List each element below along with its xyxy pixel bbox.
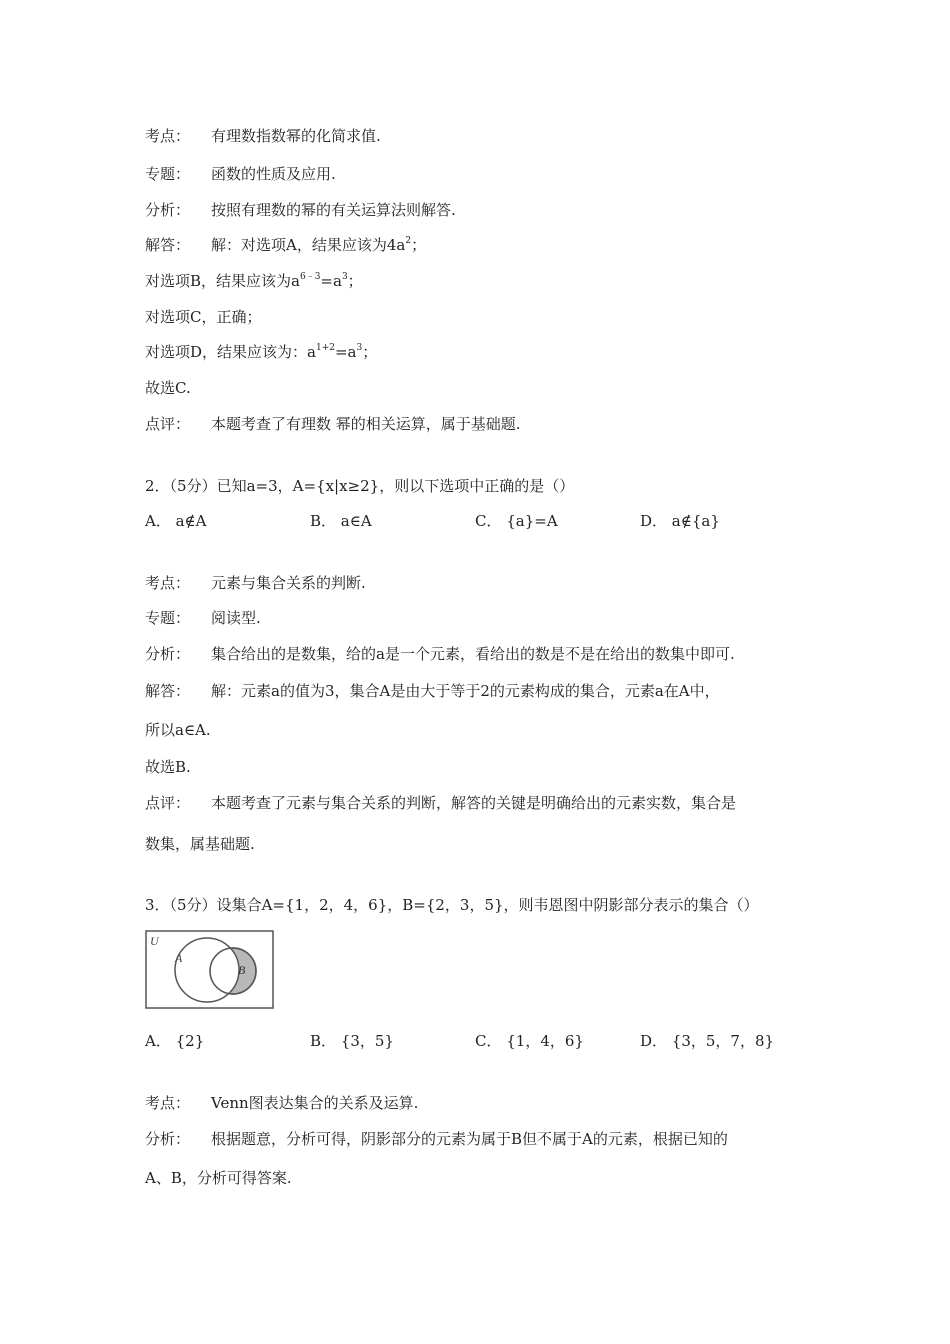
jieda-text: 解：对选项A，结果应该为4a — [211, 236, 406, 254]
q2-option-c: C． {a}=A — [475, 512, 558, 530]
q2-option-a: A． a∉A — [145, 512, 207, 530]
q1-zhuanti — [145, 164, 336, 184]
q2-jieda-line2: 所以a∈A. — [145, 721, 211, 739]
q1-fenxi — [145, 200, 456, 220]
punct: ； — [362, 343, 378, 361]
exponent: 3 — [341, 272, 348, 282]
q2-kaodian — [145, 573, 366, 593]
jieda-label: 解答： — [145, 682, 191, 700]
dianping-text: 本题考查了有理数 幂的相关运算，属于基础题. — [211, 415, 521, 433]
q2-dianping — [145, 793, 736, 813]
q2-zhuanti — [145, 608, 261, 628]
q2-dianping-line2: 数集，属基础题. — [145, 835, 255, 853]
q2-guxuan: 故选B. — [145, 758, 191, 776]
q1-dianping — [145, 414, 521, 434]
q1-line-b — [145, 271, 363, 291]
q3-fenxi — [145, 1129, 728, 1149]
exponent: 6﹣3 — [299, 272, 321, 282]
kaodian-text: 元素与集合关系的判断. — [211, 574, 366, 592]
fenxi-text: 根据题意，分析可得，阴影部分的元素为属于B但不属于A的元素，根据已知的 — [211, 1130, 728, 1148]
venn-diagram — [145, 930, 275, 1010]
q2-question: 2．（5分）已知a=3，A={x|x≥2}，则以下选项中正确的是（） — [145, 477, 575, 495]
q1-kaodian — [145, 126, 381, 146]
q2-fenxi — [145, 644, 735, 664]
exponent: 3 — [356, 343, 363, 353]
fenxi-label: 分析： — [145, 1130, 191, 1148]
dianping-label: 点评： — [145, 415, 191, 433]
line-d-text: 对选项D，结果应该为：a — [145, 343, 316, 361]
fenxi-label: 分析： — [145, 201, 191, 219]
kaodian-label: 考点： — [145, 1094, 191, 1112]
q1-line-d — [145, 342, 377, 362]
kaodian-label: 考点： — [145, 127, 191, 145]
line-b-text: 对选项B，结果应该为a — [145, 272, 300, 290]
fenxi-text: 集合给出的是数集，给的a是一个元素，看给出的数是不是在给出的数集中即可. — [211, 645, 735, 663]
set-b-label: B — [238, 963, 246, 977]
exponent: 2 — [405, 236, 412, 246]
q1-jieda — [145, 235, 426, 255]
q3-option-d: D． {3，5，7，8} — [640, 1032, 775, 1050]
dianping-text: 本题考查了元素与集合关系的判断，解答的关键是明确给出的元素实数，集合是 — [211, 794, 737, 812]
q2-option-d: D． a∉{a} — [640, 512, 720, 530]
q3-fenxi-line2: A、B，分析可得答案. — [145, 1169, 292, 1187]
fenxi-label: 分析： — [145, 645, 191, 663]
q2-option-b: B． a∈A — [310, 512, 372, 530]
exponent: 1+2 — [315, 343, 335, 353]
dianping-label: 点评： — [145, 794, 191, 812]
jieda-label: 解答： — [145, 236, 191, 254]
q2-jieda — [145, 681, 720, 701]
kaodian-label: 考点： — [145, 574, 191, 592]
jieda-text: 解：元素a的值为3，集合A是由大于等于2的元素构成的集合，元素a在A中， — [211, 682, 720, 700]
kaodian-text: 有理数指数幂的化简求值. — [211, 127, 381, 145]
punct: ； — [411, 236, 427, 254]
punct: ； — [347, 272, 363, 290]
q3-option-a: A． {2} — [145, 1032, 205, 1050]
q3-option-b: B． {3，5} — [310, 1032, 394, 1050]
q3-option-c: C． {1，4，6} — [475, 1032, 584, 1050]
zhuanti-label: 专题： — [145, 609, 191, 627]
fenxi-text: 按照有理数的幂的有关运算法则解答. — [211, 201, 456, 219]
zhuanti-text: 函数的性质及应用. — [211, 165, 336, 183]
universe-label: U — [150, 934, 159, 948]
q1-guxuan: 故选C. — [145, 379, 191, 397]
line-d-mid: =a — [334, 343, 357, 361]
zhuanti-label: 专题： — [145, 165, 191, 183]
q3-question: 3．（5分）设集合A={1，2，4，6}，B={2，3，5}，则韦恩图中阴影部分表示的集合（） — [145, 896, 759, 914]
line-b-mid: =a — [320, 272, 342, 290]
kaodian-text: Venn图表达集合的关系及运算. — [211, 1094, 419, 1112]
q3-kaodian — [145, 1093, 418, 1113]
zhuanti-text: 阅读型. — [211, 609, 261, 627]
set-a-label: A — [175, 951, 183, 965]
q1-line-c: 对选项C，正确； — [145, 308, 262, 326]
